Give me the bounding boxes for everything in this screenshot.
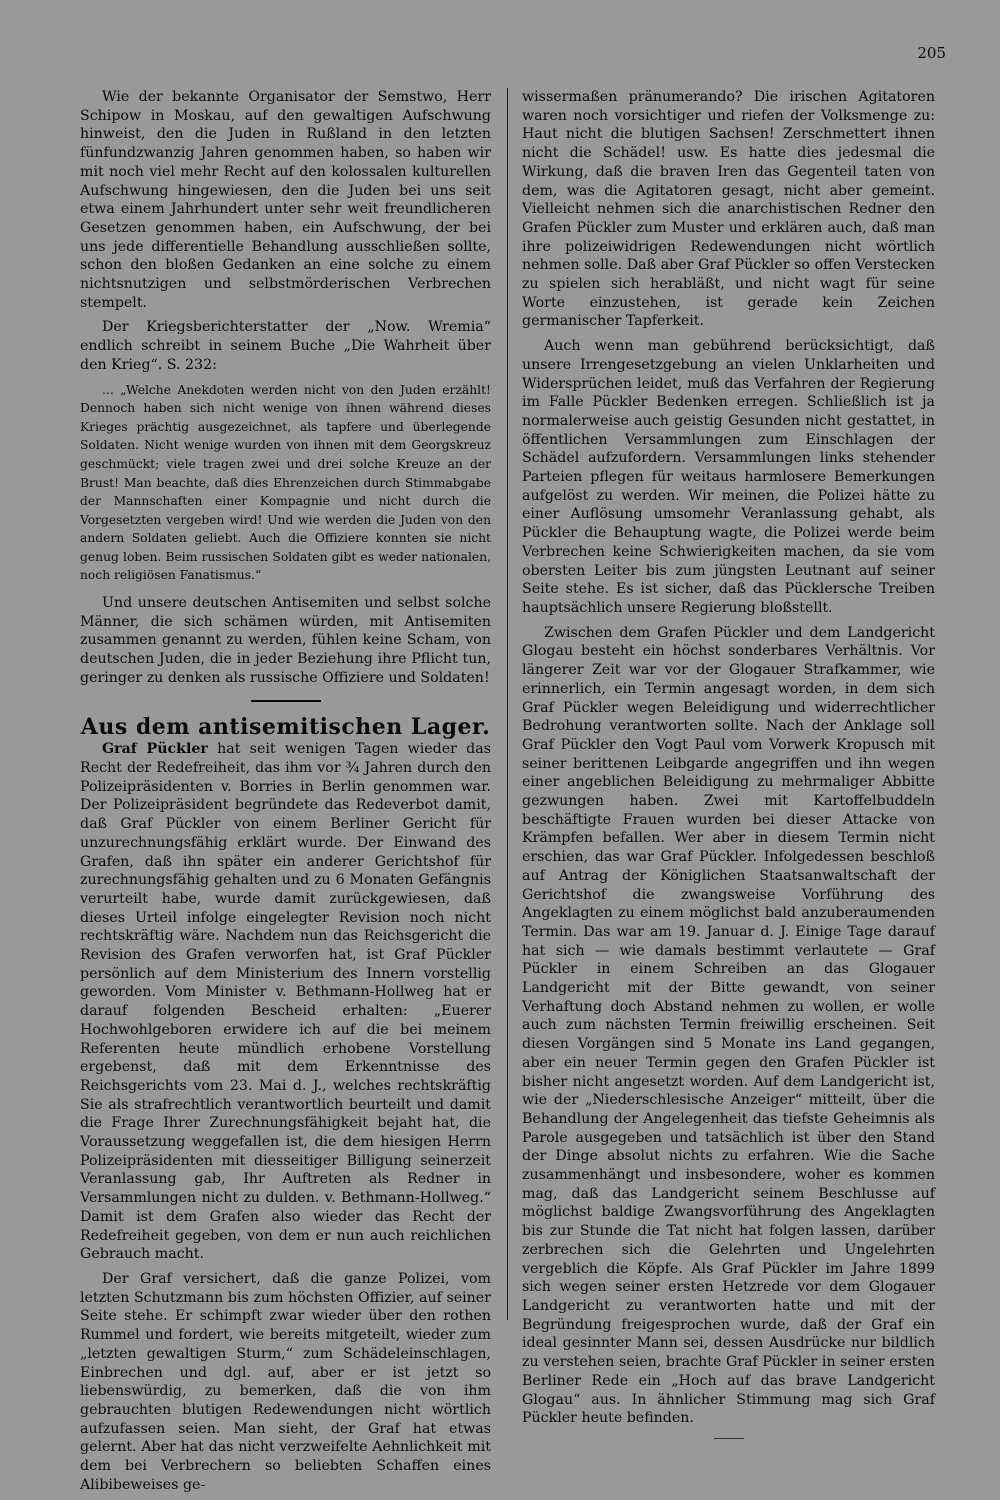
paragraph: Und unsere deutschen Antisemiten und selbst solche Männer, die sich schämen würden, mit Antisemiten zusammen genannt zu werden, fühlen keine Scham, von deutschen Juden, die in jeder Beziehung ihre Pflicht tun, geringer zu denken als russische Offiziere und Soldaten!	[80, 595, 491, 686]
page-number: 205	[917, 44, 946, 62]
paragraph: Der Graf versichert, daß die ganze Polizei, vom letzten Schutzmann bis zum höchsten Offizier, auf seiner Seite stehe. Er schimpft zwar wieder über den rothen Rummel und fordert, wie bereits mitgeteilt, wieder zum „letzten gewaltigen Sturm,“ zum Schädeleinschlagen, Einbrechen und dgl. auf, aber er ist jetzt so liebenswürdig, zu bemerken, daß die von ihm gebrauchten blutigen Redewendungen nicht wörtlich aufzufassen seien. Man sieht, der Graf hat etwas gelernt. Aber hat das nicht verzweifelte Aehnlichkeit mit dem bei Verbrechern so beliebten Schaffen eines Alibibeweises ge-	[80, 1270, 491, 1493]
paragraph: Auch wenn man gebührend berücksichtigt, daß unsere Irrengesetzgebung an vielen Unklarheiten und Widersprüchen leidet, muß das Verfahren der Regierung im Falle Pückler Bedenken erregen. Schließlich ist ja normalerweise auch geistig Gesunden nicht gestattet, in öffentlichen Versammlungen zum Einschlagen der Schädel aufzufordern. Versammlungen links stehender Parteien pflegen für weitaus harmlosere Bemerkungen aufgelöst zu werden. Wir meinen, die Polizei hätte zu einer Auflösung umsomehr Veranlassung gehabt, als Pückler die Behauptung wagte, die Polizei werde beim Verbrechen keine Schwierigkeiten machen, da sie vom obersten Leiter bis zum jüngsten Leutnant auf seiner Seite stehe. Es ist sicher, daß das Pücklersche Treiben hauptsächlich unsere Regierung bloßstellt.	[522, 338, 935, 616]
section-divider	[251, 700, 321, 702]
section-heading: Aus dem antisemitischen Lager.	[80, 713, 491, 740]
block-quote: ... „Welche Anekdoten werden nicht von den Juden erzählt! Dennoch haben sich nicht wenige von ihnen während dieses Krieges prächtig ausgezeichnet, als tapfere und überlegende Soldaten. Nicht wenige wurden von ihnen mit dem Georgskreuz geschmückt; viele tragen zwei und drei solche Kreuze an der Brust! Man beachte, daß dies Ehrenzeichen durch Stimmabgabe der Mannschaften einer Kompagnie und nicht durch die Vorgesetzten vergeben wird! Und wie werden die Juden von den andern Soldaten geliebt. Auch die Offiziere konnten sie nicht genug loben. Beim russischen Soldaten gibt es weder nationalen, noch religiösen Fanatismus.“	[80, 382, 491, 583]
paragraph	[80, 740, 491, 1264]
left-column	[80, 88, 491, 1500]
right-column	[522, 88, 935, 1439]
lead-name: Graf Pückler	[102, 741, 208, 758]
paragraph-text: hat seit wenigen Tagen wieder das Recht der Redefreiheit, das ihm vor ¾ Jahren durch den Polizeipräsidenten v. Borries in Berlin genommen war. Der Polizeipräsident begründete das Redeverbot damit, daß Graf Pückler von einem Berliner Gericht für unzurechnungsfähig erklärt wurde. Der Einwand des Grafen, daß ihn später ein anderer Gerichtshof für zurechnungsfähig gehalten und zu 6 Monaten Gefängnis verurteilt habe, wurde damit zurückgewiesen, daß dieses Urteil infolge eingelegter Revision noch nicht rechtskräftig wäre. Nachdem nun das Reichsgericht die Revision des Grafen verworfen hat, ist Graf Pückler persönlich auf dem Ministerium des Innern vorstellig geworden. Vom Minister v. Bethmann-Hollweg hat er darauf folgenden Bescheid erhalten: „Euerer Hochwohlgeboren erwidere ich auf die bei meinem Referenten heute mündlich erhobene Vorstellung ergebenst, daß mit dem Erkenntnisse des Reichsgerichts vom 23. Mai d. J., welches rechtskräftig Sie als strafrechtlich verantwortlich beurteilt und damit die Frage Ihrer Zurechnungsfähigkeit bejaht hat, die Voraussetzung weggefallen ist, die dem hiesigen Herrn Polizeipräsidenten mit diesseitiger Billigung seinerzeit Veranlassung gab, Ihr Auftreten als Redner in Versammlungen nicht zu dulden. v. Bethmann-Hollweg.“ Damit ist dem Grafen also wieder das Recht der Redefreiheit gegeben, von dem er nun auch reichlichen Gebrauch macht.	[80, 741, 491, 1263]
paragraph: Der Kriegsberichterstatter der „Now. Wremia“ endlich schreibt in seinem Buche „Die Wahrheit über den Krieg“. S. 232:	[80, 319, 491, 373]
paragraph: Zwischen dem Grafen Pückler und dem Landgericht Glogau besteht ein höchst sonderbares Verhältnis. Vor längerer Zeit war vor der Glogauer Strafkammer, wie erinnerlich, ein Termin angesagt worden, in dem sich Graf Pückler wegen Beleidigung und widerrechtlicher Bedrohung verantworten sollte. Nach der Anklage soll Graf Pückler den Vogt Paul vom Vorwerk Kropusch mit seiner berittenen Leibgarde angegriffen und ihn wegen einer angeblichen Beleidigung zu mehrmaliger Abbitte gezwungen haben. Zwei mit Kartoffelbuddeln beschäftigte Frauen wurden bei dieser Attacke von Krämpfen befallen. Wer aber in diesem Termin nicht erschien, das war Graf Pückler. Infolgedessen beschloß auf Antrag der Königlichen Staatsanwaltschaft der Gerichtshof die zwangsweise Vorführung des Angeklagten zu einem möglichst bald anzuberaumenden Termin. Das war am 19. Januar d. J. Einige Tage darauf hat sich — wie damals bestimmt verlautete — Graf Pückler in einem Schreiben an das Glogauer Landgericht mit der Bitte gewandt, von seiner Verhaftung doch Abstand nehmen zu wollen, er wolle auch zum nächsten Termin freiwillig erscheinen. Seit diesen Vorgängen sind 5 Monate ins Land gegangen, aber ein neuer Termin gegen den Grafen Pückler ist bisher nicht angesetzt worden. Auf dem Landgericht ist, wie der „Niederschlesische Anzeiger“ mitteilt, über die Behandlung der Angelegenheit das tiefste Geheimnis als Parole ausgegeben und tatsächlich ist über den Stand der Dinge absolut nichts zu erfahren. Wie die Sache zusammenhängt und insbesondere, woher es kommen mag, daß das Landgericht seinem Beschlusse auf möglichst baldige Zwangsvorführung des Angeklagten bis zur Stunde die Tat nicht hat folgen lassen, darüber zerbrechen sich die Gelehrten und Ungelehrten vergeblich die Köpfe. Als Graf Pückler im Jahre 1899 sich wegen seiner ersten Hetzrede vor dem Glogauer Landgericht zu verantworten hatte und mit der Begründung freigesprochen wurde, daß der Graf ein ideal gesinnter Mann sei, dessen Ausdrücke nur bildlich zu verstehen seien, brachte Graf Pückler in seiner ersten Berliner Rede ein „Hoch auf das brave Landgericht Glogau“ aus. In ähnlicher Stimmung mag sich Graf Pückler heute befinden.	[522, 624, 935, 1427]
end-divider	[714, 1438, 744, 1439]
paragraph: Wie der bekannte Organisator der Semstwo, Herr Schipow in Moskau, auf den gewaltigen Aufschwung hinweist, den die Juden in Rußland in den letzten fünfundzwanzig Jahren genommen haben, so haben wir mit noch viel mehr Recht auf den kolossalen kulturellen Aufschwung hingewiesen, den die Juden bei uns seit etwa einem Jahrhundert unter sehr weit freundlicheren Gesetzen genommen haben, ein Aufschwung, der bei uns jede differentielle Behandlung ausschließen sollte, schon den bloßen Gedanken an eine solche zu einem nichtsnutzigen und selbstmörderischen Verbrechen stempelt.	[80, 89, 491, 311]
column-divider	[507, 88, 508, 1320]
paragraph: wissermaßen pränumerando? Die irischen Agitatoren waren noch vorsichtiger und riefen der Volksmenge zu: Haut nicht die blutigen Sachsen! Zerschmettert ihnen nicht die Schädel! usw. Es hatte dies jedesmal die Wirkung, daß die braven Iren das Gegenteil taten von dem, was die Agitatoren gesagt, nicht aber gemeint. Vielleicht nehmen sich die anarchistischen Redner den Grafen Pückler zum Muster und erklären auch, daß man ihre polizeiwidrigen Redewendungen nicht wörtlich nehmen solle. Daß aber Graf Pückler so offen Verstecken zu spielen sich herabläßt, und nicht wagt für seine Worte einzustehen, ist gerade kein Zeichen germanischer Tapferkeit.	[522, 89, 935, 330]
